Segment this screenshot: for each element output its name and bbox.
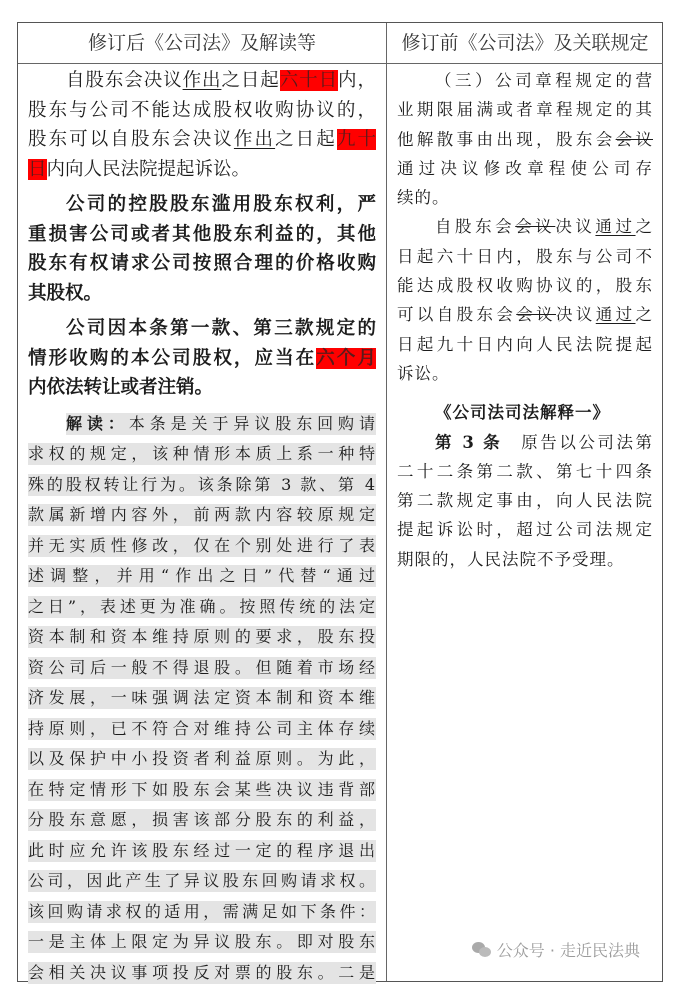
text-line	[28, 836, 376, 867]
text-line	[28, 866, 376, 897]
text-line	[397, 300, 653, 329]
highlighted-text: 六十日	[279, 70, 339, 91]
text-line	[397, 398, 653, 427]
underlined-text: 作出	[233, 129, 276, 150]
header-left: 修订后《公司法》及解读等	[18, 23, 386, 64]
paragraph	[28, 66, 376, 184]
shaded-text	[28, 840, 376, 862]
text-line	[397, 271, 653, 300]
text-segment: 分股东意愿，损害该部分股东的利益，	[28, 810, 376, 829]
text-line	[28, 592, 376, 623]
shaded-text	[28, 687, 376, 709]
text-line	[397, 212, 653, 241]
text-segment: 之	[635, 305, 653, 325]
text-segment: 之日起	[275, 129, 337, 150]
text-segment: 其股权。	[28, 282, 103, 304]
text-line	[28, 470, 376, 501]
text-line	[28, 373, 376, 403]
shaded-text	[28, 901, 376, 923]
text-line	[397, 242, 653, 271]
text-segment: 此时应允许该股东经过一定的程序退出	[28, 840, 376, 860]
text-segment: 能达成股权收购协议的，股东	[397, 276, 653, 296]
text-segment: 股东有权请求公司按照合理的价格收购	[28, 253, 376, 274]
shaded-text	[28, 565, 376, 587]
text-segment: 股东与公司不能达成股权收购协议的，	[28, 99, 376, 121]
text-segment: 一是主体上限定为异议股东。即对股东	[28, 932, 376, 951]
left-column-revised-law	[28, 66, 376, 988]
text-line	[397, 486, 653, 515]
interpretation-paragraph	[28, 409, 376, 989]
wechat-icon	[472, 942, 492, 958]
underlined-text: 通过	[595, 305, 636, 325]
text-segment: 股东可以自股东会决议	[28, 129, 234, 150]
text-line	[397, 125, 653, 154]
text-line	[28, 561, 376, 592]
underlined-text: 通过	[595, 217, 636, 237]
text-segment: 殊的股权转让行为。该条除第 3 款、第 4	[28, 474, 376, 494]
text-segment: 公司的控股股东滥用股东权利，严	[66, 194, 376, 215]
watermark	[472, 938, 640, 961]
text-line	[28, 805, 376, 836]
text-line	[28, 125, 376, 155]
text-line	[397, 95, 653, 124]
text-segment: 可以自股东会	[397, 305, 517, 325]
text-segment: 内依法转让或者注销。	[28, 377, 214, 398]
text-segment: 会相关决议事项投反对票的股东。二是	[28, 962, 376, 982]
text-segment: 诉讼。	[397, 363, 450, 383]
text-segment: 《公司法司法解释一》	[435, 403, 610, 423]
text-segment: 第二款规定事由，向人民法院	[397, 491, 653, 511]
text-line	[28, 279, 376, 309]
text-segment: 资公司后一般不得退股。但随着市场经	[28, 657, 376, 677]
text-segment: 并无实质性修改，仅在个别处进行了表	[28, 535, 376, 555]
text-segment: 以及保护中小投资者利益原则。为此，	[28, 749, 376, 768]
shaded-text	[28, 718, 376, 740]
text-segment: 在特定情形下如股东会某些决议违背部	[28, 779, 376, 799]
shaded-text	[28, 596, 376, 618]
deleted-text: 会议	[516, 305, 556, 325]
shaded-text	[28, 809, 376, 831]
text-segment: 自股东会	[435, 217, 516, 237]
text-segment: 提起诉讼时，超过公司法规定	[397, 520, 653, 540]
text-line	[397, 515, 653, 544]
text-segment: 济发展，一味强调法定资本制和资本维	[28, 688, 376, 707]
deleted-text: 会议	[515, 217, 556, 237]
shaded-text	[28, 931, 376, 953]
text-line	[397, 359, 653, 388]
text-line	[28, 653, 376, 684]
deleted-text: 会议	[615, 129, 653, 149]
shaded-text	[28, 962, 376, 984]
shaded-text	[66, 413, 376, 435]
shaded-text	[28, 626, 376, 648]
text-segment: 期限的，人民法院不予受理。	[397, 549, 625, 569]
text-segment: 情形收购的本公司股权，应当在	[28, 347, 317, 369]
text-segment: 内向人民法院提起诉讼。	[46, 158, 251, 180]
text-line	[28, 500, 376, 531]
text-line	[28, 96, 376, 126]
text-segment: 求权的规定，该种情形本质上系一种特	[28, 444, 376, 463]
text-line	[28, 155, 376, 185]
header-right: 修订前《公司法》及关联规定	[386, 23, 663, 64]
paragraph	[397, 428, 653, 574]
text-line	[397, 154, 653, 183]
text-line	[28, 714, 376, 745]
text-line	[28, 927, 376, 958]
highlighted-text: 六个月	[316, 347, 376, 369]
text-line	[397, 66, 653, 95]
text-line	[28, 958, 376, 989]
text-segment: 通过决议修改章程使公司存	[397, 158, 653, 178]
text-line	[28, 314, 376, 344]
text-segment: 他解散事由出现，股东会	[397, 129, 616, 149]
text-segment: 决议	[556, 305, 596, 325]
text-line	[28, 775, 376, 806]
paragraph	[397, 212, 653, 388]
text-line	[397, 330, 653, 359]
text-line	[28, 66, 376, 96]
text-line	[28, 622, 376, 653]
text-line	[28, 439, 376, 470]
text-segment: 资本制和资本维持原则的要求，股东投	[28, 627, 376, 646]
bold-label: 第 3 条	[435, 432, 503, 452]
text-segment: 二十二条第二款、第七十四条	[397, 461, 653, 481]
text-segment: 持原则，已不符合对维持公司主体存续	[28, 718, 376, 738]
highlighted-text: 日	[28, 158, 47, 180]
text-segment: 重损害公司或者其他股东利益的，其他	[28, 223, 376, 245]
text-line	[28, 190, 376, 220]
text-segment: 述调整，并用“作出之日”代替“通过	[28, 566, 376, 585]
text-segment: 之日起	[221, 70, 280, 91]
text-segment: 款属新增内容外，前两款内容较原规定	[28, 505, 376, 524]
comparison-table	[17, 22, 663, 982]
text-segment: 决议	[555, 217, 596, 237]
shaded-text	[28, 779, 376, 801]
shaded-text	[28, 748, 376, 770]
shaded-text	[28, 870, 376, 892]
text-line	[28, 683, 376, 714]
text-segment: 原告以公司法第	[502, 432, 653, 452]
shaded-text	[28, 504, 376, 526]
underlined-text: 作出	[182, 70, 222, 91]
text-segment: 之	[635, 217, 654, 237]
text-segment: 本条是关于异议股东回购请	[128, 413, 376, 433]
text-line	[397, 183, 653, 212]
text-segment: 日起六十日内，股东与公司不	[397, 246, 653, 266]
highlighted-text: 九十	[336, 129, 376, 150]
text-segment: 公司，因此产生了异议股东回购请求权。	[28, 871, 376, 890]
paragraph	[397, 66, 653, 212]
text-line	[397, 545, 653, 574]
bold-label: 解读：	[66, 413, 129, 433]
text-line	[28, 897, 376, 928]
text-segment: 业期限届满或者章程规定的其	[397, 100, 653, 120]
text-line	[28, 220, 376, 250]
text-segment: 续的。	[397, 188, 450, 208]
text-segment: （三）公司章程规定的营	[435, 71, 653, 90]
text-line	[28, 744, 376, 775]
watermark-text: 公众号 · 走近民法典	[496, 941, 640, 960]
paragraph	[28, 314, 376, 403]
text-line	[28, 409, 376, 440]
section-heading	[397, 398, 653, 427]
text-line	[28, 344, 376, 374]
paragraph	[28, 190, 376, 308]
text-segment: 之日”，表述更为准确。按照传统的法定	[28, 596, 376, 616]
text-segment: 该回购请求权的适用，需满足如下条件：	[28, 901, 376, 921]
right-column-previous-law	[397, 66, 653, 574]
shaded-text	[28, 535, 376, 557]
text-line	[397, 457, 653, 486]
shaded-text	[28, 443, 376, 465]
text-line	[28, 531, 376, 562]
text-segment: 日起九十日内向人民法院提起	[397, 334, 653, 354]
text-line	[397, 428, 653, 457]
column-divider	[386, 63, 387, 981]
text-segment: 自股东会决议	[66, 70, 183, 91]
text-segment: 内，	[338, 70, 376, 91]
shaded-text	[28, 474, 376, 496]
text-line	[28, 249, 376, 279]
shaded-text	[28, 657, 376, 679]
text-segment: 公司因本条第一款、第三款规定的	[66, 318, 376, 339]
